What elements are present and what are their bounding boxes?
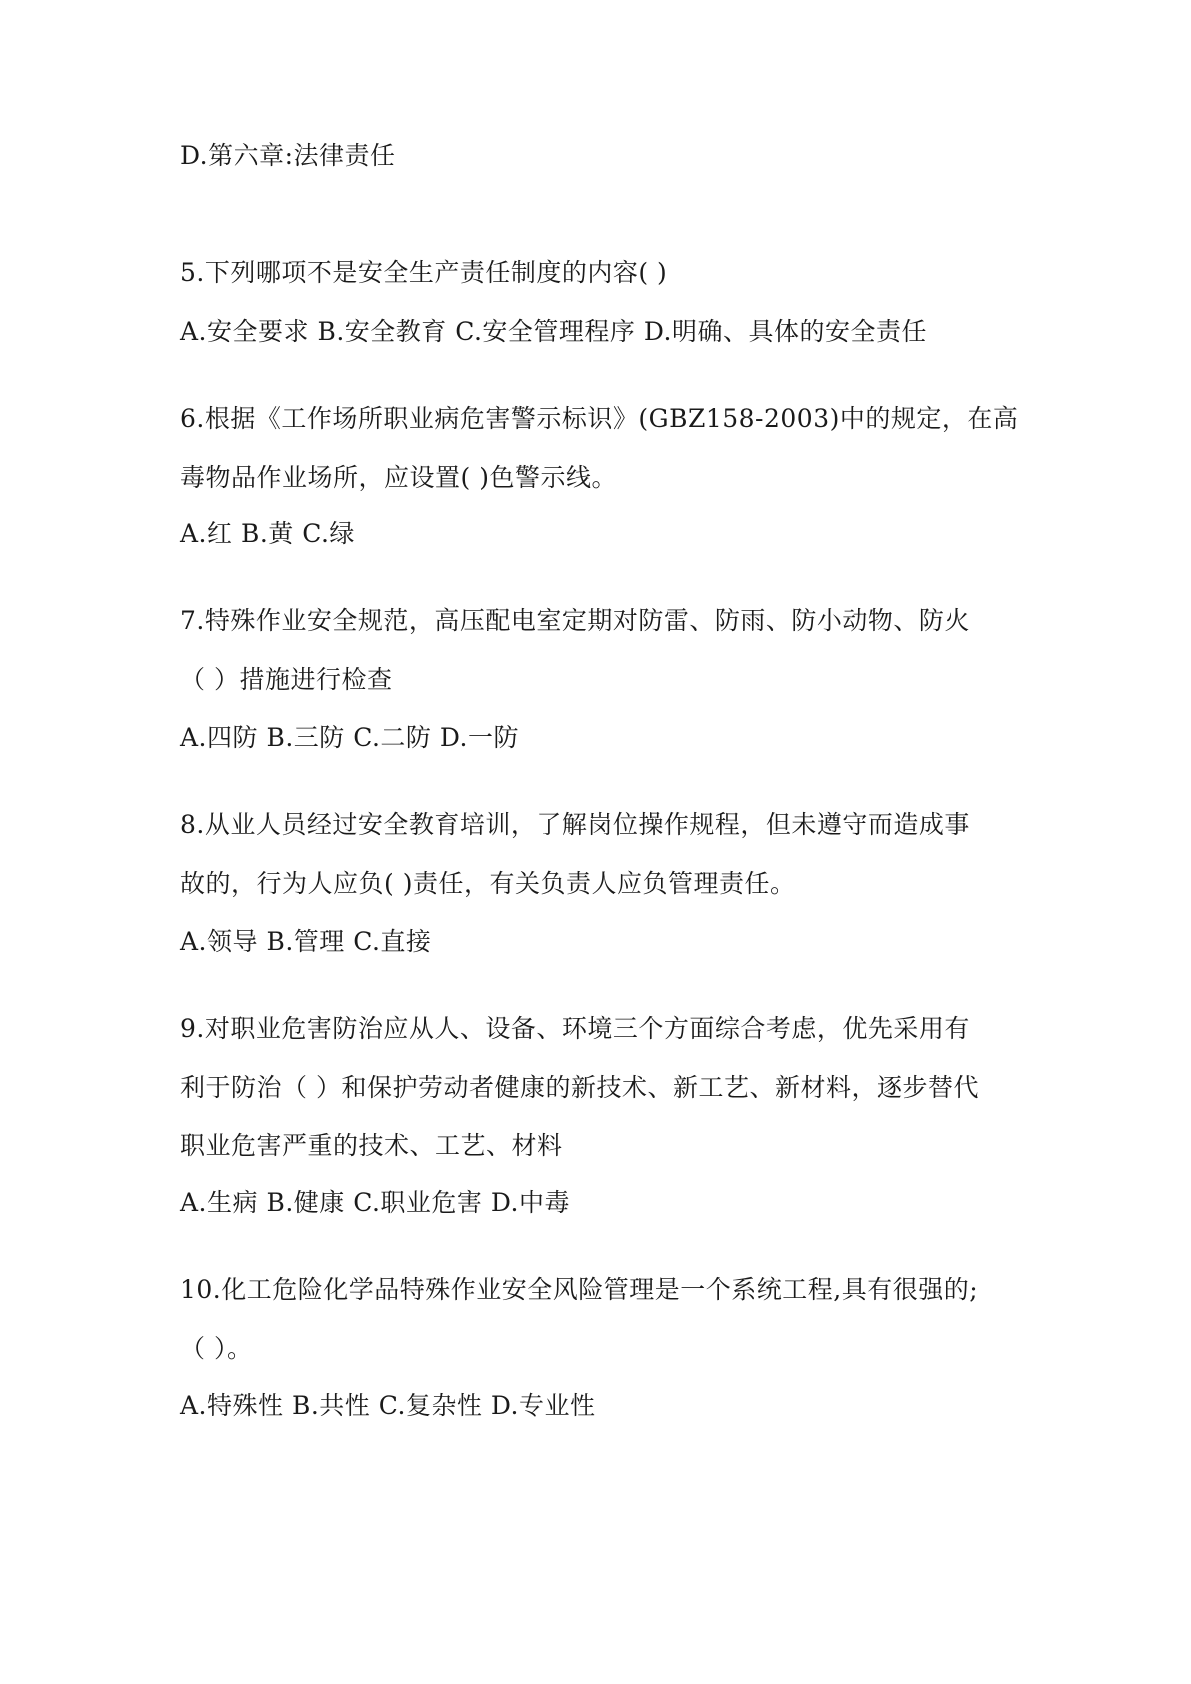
- question-8-options: A.领导 B.管理 C.直接: [180, 927, 432, 956]
- question-6-stem-line-2: 毒物品作业场所，应设置( )色警示线。: [180, 463, 617, 492]
- question-10-stem-line-2: （ ）。: [180, 1334, 253, 1363]
- question-7-stem-line-1: 7.特殊作业安全规范，高压配电室定期对防雷、防雨、防小动物、防火: [180, 606, 970, 635]
- question-8-stem-line-1: 8.从业人员经过安全教育培训，了解岗位操作规程，但未遵守而造成事: [180, 810, 970, 839]
- prev-question-option-d: D.第六章:法律责任: [180, 141, 396, 170]
- question-9-stem-line-1: 9.对职业危害防治应从人、设备、环境三个方面综合考虑，优先采用有: [180, 1014, 970, 1043]
- question-9-options: A.生病 B.健康 C.职业危害 D.中毒: [180, 1188, 570, 1217]
- question-10-stem-line-1: 10.化工危险化学品特殊作业安全风险管理是一个系统工程,具有很强的;: [180, 1275, 979, 1304]
- question-7-options: A.四防 B.三防 C.二防 D.一防: [180, 723, 519, 752]
- question-10-options: A.特殊性 B.共性 C.复杂性 D.专业性: [180, 1391, 596, 1420]
- question-6-options: A.红 B.黄 C.绿: [180, 519, 355, 548]
- question-5-options: A.安全要求 B.安全教育 C.安全管理程序 D.明确、具体的安全责任: [180, 317, 927, 346]
- question-7-stem-line-2: （ ）措施进行检查: [180, 665, 393, 694]
- question-6-stem-line-1: 6.根据《工作场所职业病危害警示标识》(GBZ158-2003)中的规定，在高: [180, 404, 1019, 433]
- question-8-stem-line-2: 故的，行为人应负( )责任，有关负责人应负管理责任。: [180, 869, 796, 898]
- question-5-stem-line-1: 5.下列哪项不是安全生产责任制度的内容( ): [180, 258, 668, 287]
- question-9-stem-line-3: 职业危害严重的技术、工艺、材料: [180, 1131, 563, 1160]
- question-9-stem-line-2: 利于防治（ ）和保护劳动者健康的新技术、新工艺、新材料，逐步替代: [180, 1073, 979, 1102]
